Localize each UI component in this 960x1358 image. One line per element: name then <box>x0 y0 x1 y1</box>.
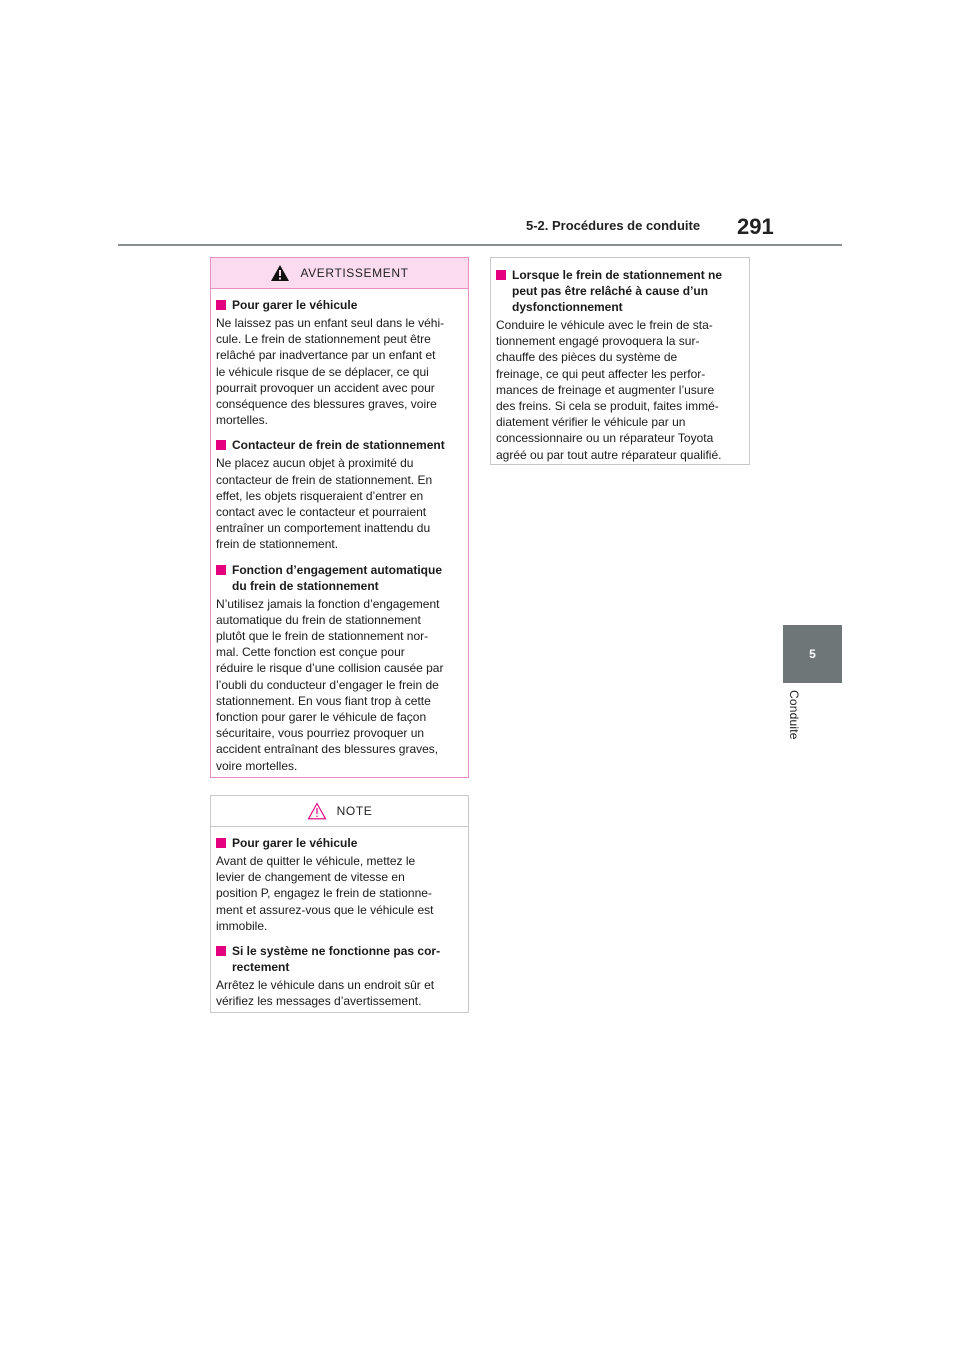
warning-section <box>216 437 458 552</box>
section-text: Avant de quitter le véhicule, mettez le levier de changement de vitesse en position P, engagez le frein de stationne- ment et assurez-vous que le véhicule est immobile. <box>216 854 434 933</box>
note-box <box>210 795 469 1013</box>
warning-section <box>216 562 458 774</box>
warning-triangle-icon <box>270 264 290 282</box>
section-text: N’utilisez jamais la fonction d’engagement automatique du frein de stationnement plutôt que le frein de stationnement nor- mal. Cette fonction est conçue pour réduire le risque d’une collision causée par l’oubli du conducteur d’engager le frein de stationnement. En vous fiant trop à cette fonction pour garer le véhicule de façon sécuritaire, vous pourriez provoquer un accident entraînant des blessures graves, voire mortelles. <box>216 596 444 773</box>
warning-box <box>210 257 469 778</box>
warning-section <box>216 297 458 428</box>
section-heading: Fonction d’engagement automatique du frein de stationnement <box>232 562 443 593</box>
section-text: Conduire le véhicule avec le frein de sta- tionnement engagé provoquera la sur- chauffe des pièces du système de freinage, ce qui peut affecter les perfor- mances de freinage et augmenter l’usure des freins. Si cela se produit, faites immé- diatement vérifier le véhicule par un concessionnaire ou un réparateur Toyota agréé ou par tout autre réparateur qualifié. <box>496 318 722 462</box>
magenta-square-icon <box>216 300 226 310</box>
note-box-header <box>211 796 468 827</box>
header-divider <box>118 244 842 246</box>
section-text: Arrêtez le véhicule dans un endroit sûr et vérifiez les messages d’avertissement. <box>216 978 435 1009</box>
continuation-box <box>490 257 750 465</box>
section-text: Ne laissez pas un enfant seul dans le véhi- cule. Le frein de stationnement peut être relâché par inadvertance par un enfant et le véhicule risque de se déplacer, ce qui pourrait provoquer un accident avec pour conséquence des blessures graves, voire mortelles. <box>216 316 445 428</box>
note-box-title: NOTE <box>336 804 373 818</box>
note-section <box>216 835 458 934</box>
chapter-tab[interactable] <box>783 625 842 683</box>
note-section <box>216 943 458 1009</box>
warning-box-title: AVERTISSEMENT <box>300 266 409 280</box>
page-number: 291 <box>737 214 774 239</box>
warning-box-header <box>211 258 468 289</box>
section-title: 5-2. Procédures de conduite <box>526 218 701 233</box>
magenta-square-icon <box>216 838 226 848</box>
magenta-square-icon <box>216 440 226 450</box>
section-heading: Pour garer le véhicule <box>232 836 358 850</box>
magenta-square-icon <box>216 946 226 956</box>
section-heading: Pour garer le véhicule <box>232 298 358 312</box>
caution-triangle-outline-icon <box>307 802 327 820</box>
magenta-square-icon <box>496 270 506 280</box>
magenta-square-icon <box>216 565 226 575</box>
chapter-number: 5 <box>809 647 816 661</box>
section-heading: Contacteur de frein de stationnement <box>232 438 445 453</box>
continuation-section <box>496 267 739 463</box>
section-text: Ne placez aucun objet à proximité du contacteur de frein de stationnement. En effet, les objets risqueraient d’entrer en contact avec le contacteur et pourraient entraîner un comportement inattendu du frein de stationnement. <box>216 456 433 552</box>
chapter-name: Conduite <box>787 690 801 740</box>
section-heading: Lorsque le frein de stationnement ne peut pas être relâché à cause d’un dysfonctionnement <box>512 268 723 314</box>
section-heading: Si le système ne fonctionne pas cor- rectement <box>232 944 441 975</box>
